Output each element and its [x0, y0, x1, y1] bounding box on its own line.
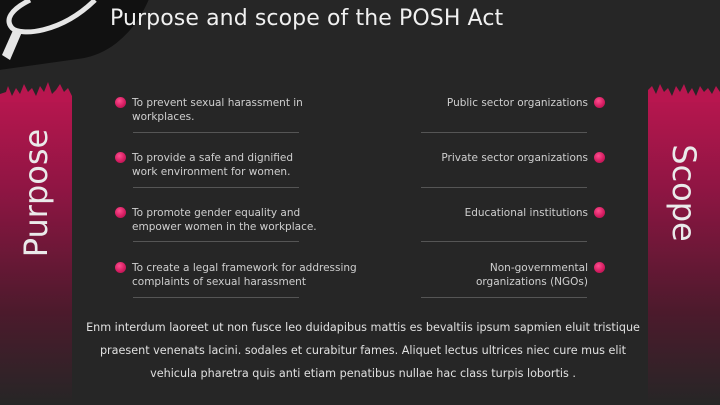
divider: [421, 297, 587, 298]
scope-label: Scope: [665, 144, 703, 242]
purpose-banner: [0, 96, 72, 405]
bullet-dot-icon: [115, 152, 126, 163]
divider: [133, 241, 299, 242]
awareness-ribbon-icon: [0, 0, 110, 70]
scope-banner: [648, 96, 720, 405]
rough-edge-decoration: [0, 82, 72, 102]
divider: [421, 187, 587, 188]
bullet-dot-icon: [115, 262, 126, 273]
rough-edge-decoration: [648, 82, 720, 102]
body-paragraph: Enm interdum laoreet ut non fusce leo duidapibus mattis es bevaltiis ipsum sapmien eluit tristique praesent venenats lacini. sodales et curabitur fames. Aliquet lectus ultrices niec cure mus elit vehicula pharetra quis anti etiam penatibus nullae hac class turpis lobortis .: [86, 321, 640, 380]
bullet-dot-icon: [115, 207, 126, 218]
divider: [133, 187, 299, 188]
divider: [133, 132, 299, 133]
bullet-dot-icon: [594, 97, 605, 108]
bullet-dot-icon: [115, 97, 126, 108]
bullet-dot-icon: [594, 152, 605, 163]
divider: [421, 241, 587, 242]
divider: [133, 297, 299, 298]
bullet-dot-icon: [594, 207, 605, 218]
divider: [421, 132, 587, 133]
slide: Purpose and scope of the POSH Act Purpose Scope To prevent sexual harassment in workplaces. To provide a safe and dignified work environment for women. To promote gender equality and empower women in the workplace. To create a legal framework for addressing complaints of sexual harassment Public sector organizations Private sector organizations Educational institutions Non-governmental organizations (NGOs) Enm interdum laoreet ut non fusce leo duidapibus mattis es bevaltiis ipsum sapmien eluit tristique praesent venenats lacini. sodales et curabitur fames. Aliquet lectus ultrices niec cure mus elit vehicula pharetra quis anti etiam penatibus nullae hac class turpis lobortis .: [0, 0, 720, 405]
page-title: Purpose and scope of the POSH Act: [110, 6, 504, 31]
bullet-dot-icon: [594, 262, 605, 273]
purpose-label: Purpose: [17, 128, 55, 258]
